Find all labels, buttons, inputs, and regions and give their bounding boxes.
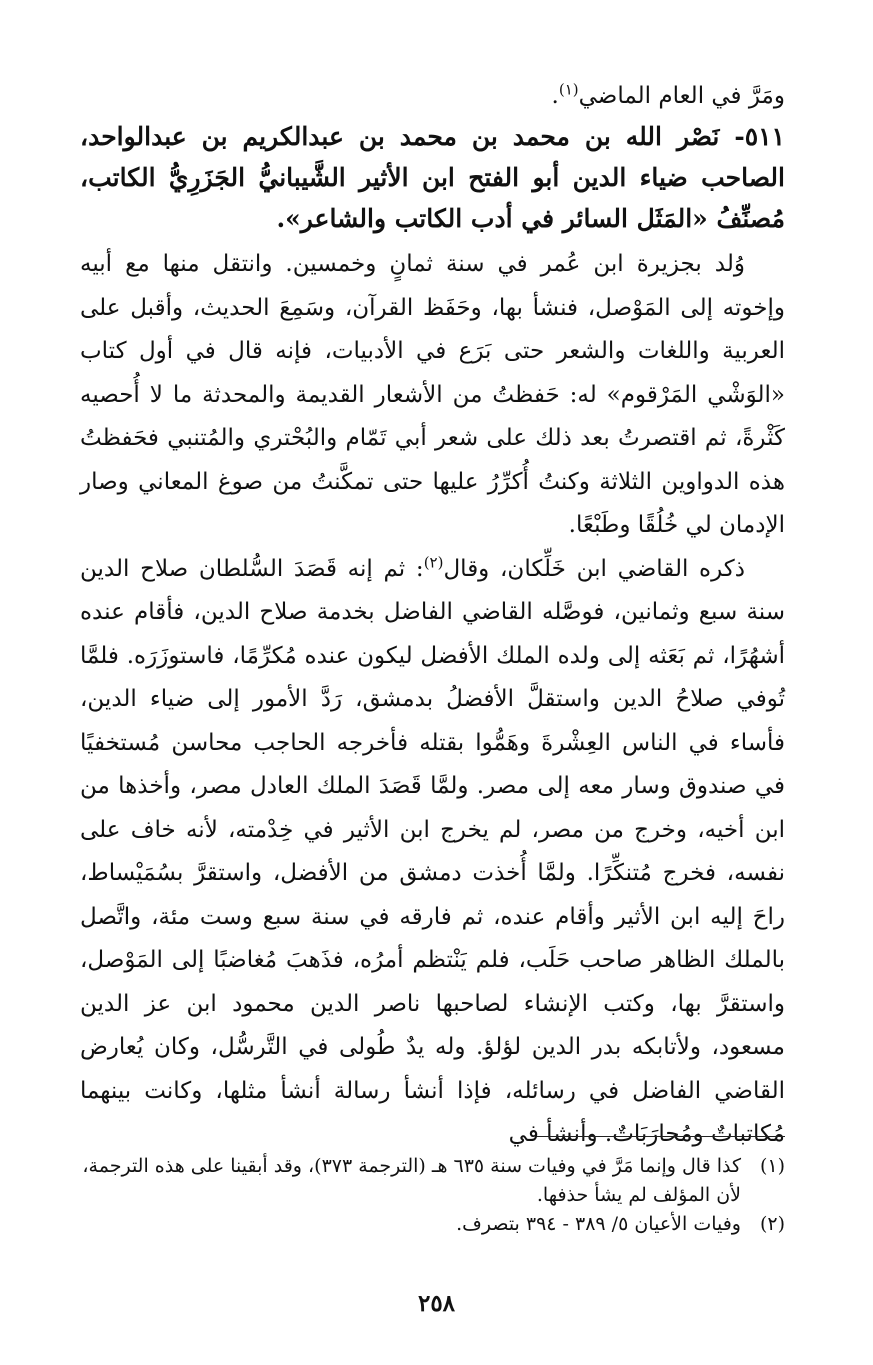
footnote-ref-2[interactable]: (٢) (423, 552, 444, 571)
paragraph-birth: وُلد بجزيرة ابن عُمر في سنة ثمانٍ وخمسين. وانتقل منها مع أبيه وإخوته إلى المَوْصل، فنشأ بها، وحَفَظ القرآن، وسَمِعَ الحديث، وأقبل على العربية واللغات والشعر حتى بَرَع في الأدبيات، فإنه قال في أول كتاب «الوَشْي المَرْقوم» له: حَفظتُ من الأشعار القديمة والمحدثة ما لا أُحصيه كَثْرةً، ثم اقتصرتُ بعد ذلك على شعر أبي تَمّام والبُحْتري والمُتنبي فحَفظتُ هذه الدواوين الثلاثة وكنتُ أُكرِّرُ عليها حتى تمكَّنتُ من صوغ المعاني وصار الإدمان لي خُلُقًا وطَبْعًا. (80, 251, 785, 538)
footnote-divider (537, 1136, 785, 1137)
footnote-text: وفيات الأعيان ٥/ ٣٨٩ - ٣٩٤ بتصرف. (456, 1213, 741, 1235)
paragraph-biography-start: ذكره القاضي ابن خَلِّكان، وقال (443, 555, 745, 582)
footnote-number: (١) (759, 1155, 785, 1177)
footnote-ref-1[interactable]: (١) (558, 80, 579, 99)
main-text (80, 76, 785, 1157)
page-number: ٢٥٨ (417, 1290, 456, 1317)
intro-end: . (551, 83, 559, 109)
paragraph-biography (80, 548, 785, 1157)
footnote-2 (80, 1210, 785, 1239)
intro-text: ومَرَّ في العام الماضي (578, 83, 785, 109)
entry-heading: ٥١١- نَصْر الله بن محمد بن محمد بن عبدالكريم بن عبدالواحد، الصاحب ضياء الدين أبو الفتح ابن الأثير الشَّيبانيُّ الجَزَرِيُّ الكاتب، مُصنِّفُ «المَثَل السائر في أدب الكاتب والشاعر». (80, 122, 785, 233)
footnotes (80, 1152, 785, 1239)
paragraph-biography-rest: : ثم إنه قَصَدَ السُّلطان صلاح الدين سنة سبع وثمانين، فوصَّله القاضي الفاضل بخدمة صلاح الدين، فأقام عنده أشهُرًا، ثم بَعَثه إلى ولده الملك الأفضل ليكون عنده مُكرِّمًا، فاستوزَرَه. فلمَّا تُوفي صلاحُ الدين واستقلَّ الأفضلُ بدمشق، رَدَّ الأمور إلى ضياء الدين، فأساء في الناس العِشْرةَ وهَمُّوا بقتله فأخرجه الحاجب محاسن مُستخفيًا في صندوق وسار معه إلى مصر. ولمَّا قَصَدَ الملك العادل مصر، وأخذها من ابن أخيه، وخرج من مصر، لم يخرج ابن الأثير في خِدْمته، لأنه خاف على نفسه، فخرج مُتنكِّرًا. ولمَّا أُخذت دمشق من الأفضل، واستقرَّ بسُمَيْساط، راحَ إليه ابن الأثير وأقام عنده، ثم فارقه في سنة سبع وست مئة، واتَّصل بالملك الظاهر صاحب حَلَب، فلم يَنْتظم أمرُه، فذَهبَ مُغاضبًا إلى المَوْصل، واستقرَّ بها، وكتب الإنشاء لصاحبها ناصر الدين محمود ابن عز الدين مسعود، ولأتابكه بدر الدين لؤلؤ. وله يدٌ طُولى في التَّرسُّل، وكان يُعارض القاضي الفاضل في رسائله، فإذا أنشأ رسالة أنشأ مثلها، وكانت بينهما مُكاتباتٌ ومُحارَبَاتٌ. وأنشأ في (80, 555, 786, 1147)
intro-line (80, 76, 785, 116)
footnote-number: (٢) (759, 1213, 785, 1235)
footnote-text: كذا قال وإنما مَرَّ في وفيات سنة ٦٣٥ هـ (الترجمة ٣٧٣)، وقد أبقينا على هذه الترجمة، لأن المؤلف لم يشأ حذفها. (82, 1155, 741, 1206)
footnote-1 (80, 1152, 785, 1210)
